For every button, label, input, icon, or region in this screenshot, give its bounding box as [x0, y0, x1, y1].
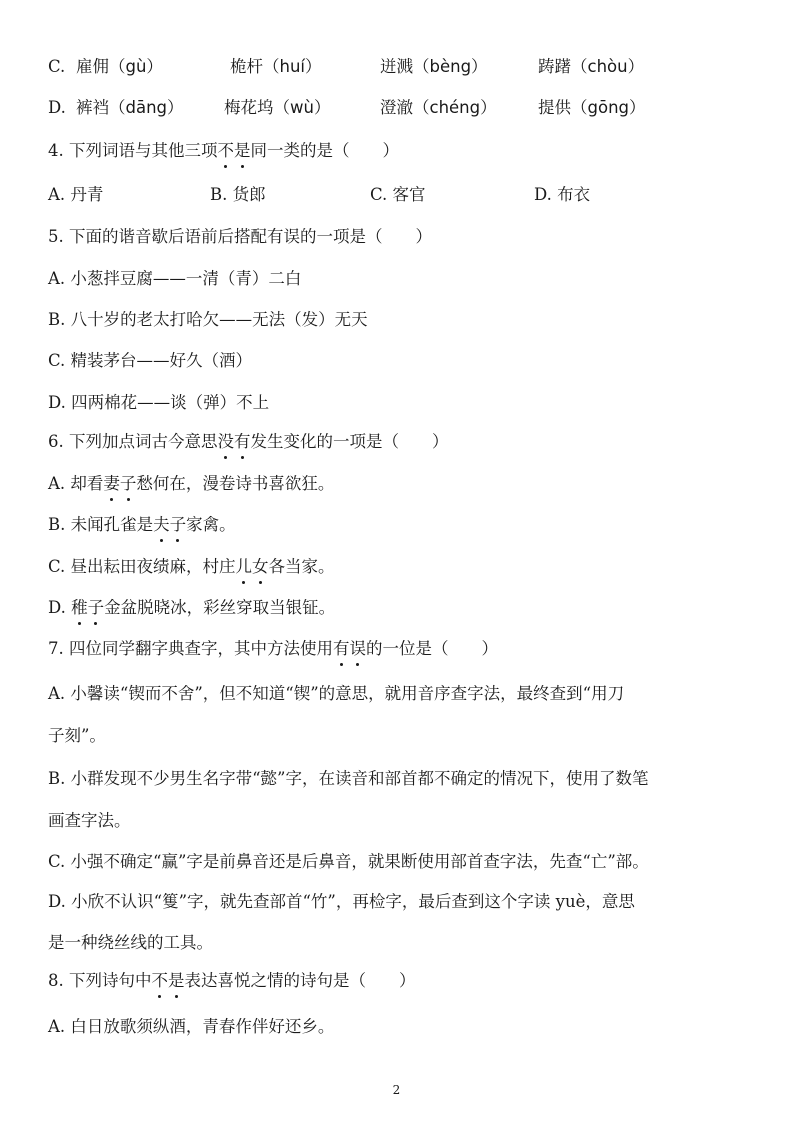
option-c: C. 精装茅台——好久（酒）	[48, 351, 253, 370]
question-4-stem	[48, 140, 748, 162]
option-b	[48, 514, 748, 536]
word: 桅杆	[230, 57, 263, 76]
option-text: 金盆脱晓冰，彩丝穿取当银钲。	[104, 598, 336, 617]
pinyin: （bèng）	[413, 57, 488, 76]
pinyin: （chòu）	[571, 57, 645, 76]
word: 迸溅	[380, 57, 413, 76]
pinyin-item	[380, 56, 488, 78]
stem-text: 表达喜悦之情的诗句是（ ）	[184, 971, 416, 990]
emphasis-dots	[218, 141, 251, 160]
option-b-line-1: B. 小群发现不少男生名字带“懿”字，在读音和部首都不确定的情况下，使用了数笔	[48, 769, 649, 788]
option-b-line-2: 画查字法。	[48, 811, 131, 830]
dotted-word: 不是	[217, 141, 251, 160]
option-d	[48, 597, 748, 619]
pinyin: （chéng）	[413, 98, 497, 117]
option-a-line-1: A. 小馨读“锲而不舍”，但不知道“锲”的意思，就用音序查字法，最终查到“用刀	[48, 684, 625, 703]
word: 提供	[538, 98, 571, 117]
stem-text: 4. 下列词语与其他三项	[48, 141, 218, 160]
option-c: C. 小强不确定“赢”字是前鼻音还是后鼻音，就果断使用部首查字法，先查“亡”部。	[48, 852, 649, 871]
pinyin-item	[76, 97, 184, 119]
option-text: B. 未闻孔雀是	[48, 515, 154, 534]
word: 裤裆	[76, 98, 109, 117]
dotted-word: 没有	[217, 432, 251, 451]
pinyin-item	[538, 56, 644, 78]
page-number: 2	[392, 1083, 401, 1097]
question-6-stem	[48, 431, 748, 453]
question-7-stem	[48, 638, 748, 660]
stem-text: 发生变化的一项是（ ）	[250, 432, 449, 451]
pinyin: （gù）	[109, 57, 163, 76]
word: 梅花坞	[224, 98, 274, 117]
pinyin-item	[76, 56, 163, 78]
option-c: C. 客官	[370, 185, 426, 204]
stem-text: 的一位是（ ）	[366, 639, 498, 658]
dotted-word: 稚子	[71, 598, 105, 617]
option-text: 各当家。	[268, 557, 335, 576]
question-5-stem: 5. 下面的谐音歇后语前后搭配有误的一项是（ ）	[48, 227, 432, 246]
pinyin-item	[224, 97, 330, 119]
dotted-word: 妻子	[103, 474, 137, 493]
pinyin-item	[538, 97, 646, 119]
option-text: A. 却看	[48, 474, 104, 493]
option-a	[48, 473, 748, 495]
dotted-word: 夫子	[153, 515, 187, 534]
option-label: D.	[48, 98, 66, 117]
pinyin-item	[230, 56, 322, 78]
option-d: D. 四两棉花——谈（弹）不上	[48, 393, 270, 412]
option-a-line-2: 子刻”。	[48, 726, 106, 745]
option-d-line-2: 是一种绕丝线的工具。	[48, 933, 213, 952]
option-label: C.	[48, 57, 66, 76]
pinyin: （gōng）	[571, 98, 646, 117]
option-b: B. 货郎	[210, 185, 266, 204]
option-text: D.	[48, 598, 72, 617]
dotted-word: 有误	[333, 639, 366, 658]
stem-text: 7. 四位同学翻字典查字，其中方法使用	[48, 639, 333, 658]
word: 澄澈	[380, 98, 413, 117]
pinyin: （dāng）	[109, 98, 184, 117]
option-d-line-1: D. 小欣不认识“篗”字，就先查部首“竹”，再检字，最后查到这个字读 yuè，意思	[48, 892, 635, 911]
word: 雇佣	[76, 57, 109, 76]
option-text: 愁何在，漫卷诗书喜欲狂。	[136, 474, 335, 493]
option-b: B. 八十岁的老太打哈欠——无法（发）无天	[48, 310, 368, 329]
pinyin-item	[380, 97, 497, 119]
option-c	[48, 556, 748, 578]
pinyin: （huí）	[263, 57, 322, 76]
option-d: D. 布衣	[534, 185, 591, 204]
word: 踌躇	[538, 57, 571, 76]
dotted-word: 儿女	[235, 557, 269, 576]
option-a: A. 小葱拌豆腐——一清（青）二白	[48, 269, 302, 288]
pinyin: （wù）	[273, 98, 331, 117]
option-text: 家禽。	[186, 515, 236, 534]
option-a: A. 白日放歌须纵酒，青春作伴好还乡。	[48, 1017, 335, 1036]
option-a: A. 丹青	[48, 185, 104, 204]
stem-text: 6. 下列加点词古今意思	[48, 432, 218, 451]
question-8-stem	[48, 970, 748, 992]
stem-text: 同一类的是（ ）	[250, 141, 399, 160]
stem-text: 8. 下列诗句中	[48, 971, 152, 990]
option-text: C. 昼出耘田夜绩麻，村庄	[48, 557, 236, 576]
dotted-word: 不是	[151, 971, 185, 990]
